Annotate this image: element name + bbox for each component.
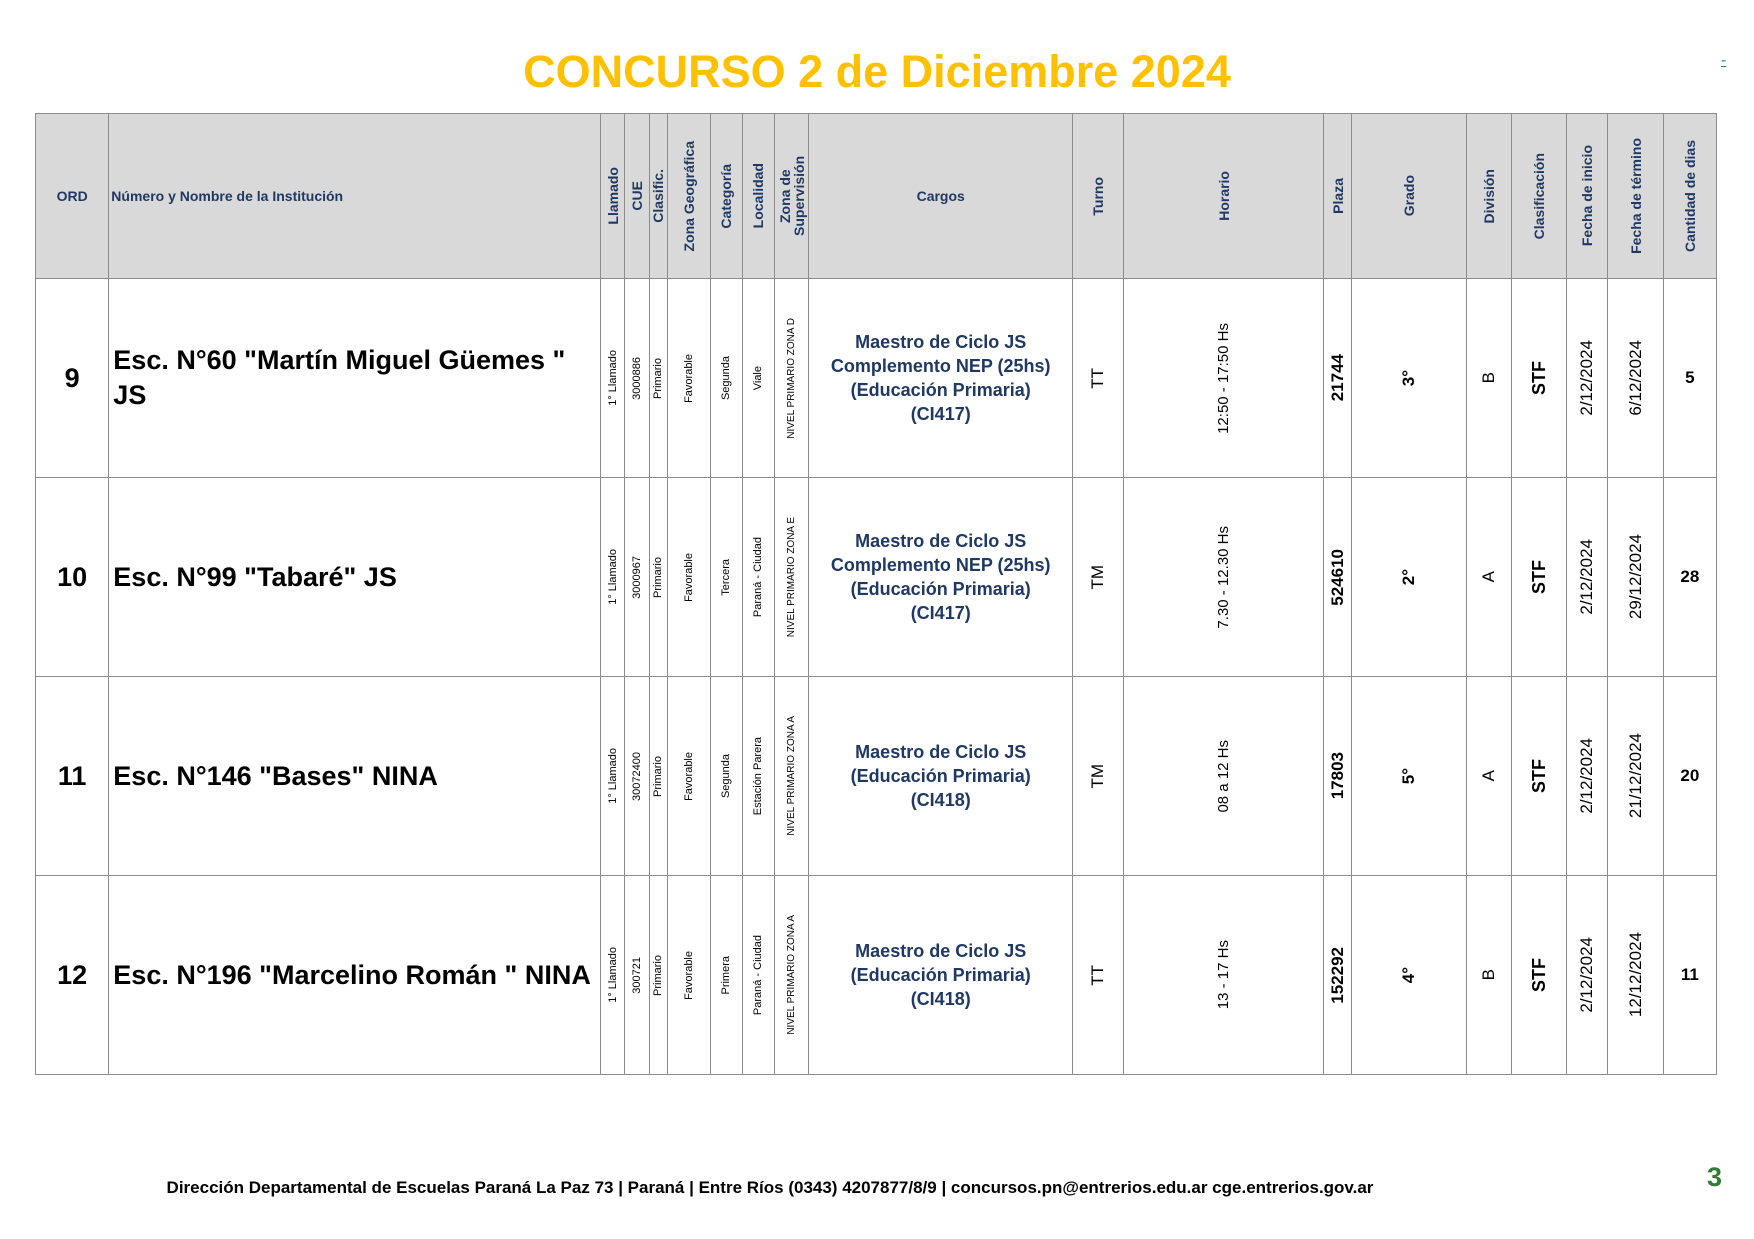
row-clasific: Primario [652, 556, 665, 598]
header-localidad: Localidad [750, 163, 767, 229]
row-division-cell [1466, 478, 1511, 677]
cargos-line: Maestro de Ciclo JS [855, 742, 1027, 762]
row-localidad: Viale [752, 365, 765, 391]
row-grado-cell [1352, 876, 1466, 1075]
header-grado: Grado [1401, 175, 1418, 217]
row-plaza: 21744 [1327, 354, 1347, 402]
row-zona-supervision: NIVEL PRIMARIO ZONA A [786, 915, 798, 1035]
cargos-line: (Educación Primaria) [850, 766, 1031, 786]
header-fecha-inicio: Fecha de inicio [1579, 145, 1596, 247]
row-cue-cell [625, 677, 649, 876]
row-plaza: 152292 [1327, 946, 1347, 1004]
row-categoria-cell [710, 478, 742, 677]
cargos-line: (CI418) [910, 989, 971, 1009]
row-turno-cell [1073, 478, 1124, 677]
row-division: A [1478, 770, 1498, 782]
row-institucion: Esc. N°60 "Martín Miguel Güemes " JS [109, 279, 601, 478]
row-localidad-cell [742, 677, 774, 876]
row-cue: 30072400 [630, 751, 643, 801]
row-grado-cell [1352, 279, 1466, 478]
row-plaza-cell [1324, 876, 1352, 1075]
row-zona-geografica: Favorable [682, 353, 695, 403]
header-cargos: Cargos [809, 114, 1073, 279]
row-llamado: 1° Llamado [606, 947, 619, 1003]
row-grado: 2° [1399, 568, 1419, 586]
row-clasificacion-cell [1512, 677, 1567, 876]
row-institucion: Esc. N°146 "Bases" NINA [109, 677, 601, 876]
row-localidad: Paraná - Ciudad [752, 934, 765, 1016]
cargos-line: (CI418) [910, 790, 971, 810]
row-horario: 08 a 12 Hs [1215, 739, 1233, 813]
header-cantidad-dias-cell [1663, 114, 1716, 279]
row-fecha-termino-cell [1608, 677, 1663, 876]
row-llamado: 1° Llamado [606, 748, 619, 804]
header-ord: ORD [36, 114, 109, 279]
row-llamado-cell [601, 677, 625, 876]
row-plaza-cell [1324, 478, 1352, 677]
row-localidad-cell [742, 279, 774, 478]
cargos-line: Complemento NEP (25hs) [830, 356, 1051, 376]
row-cantidad-dias: 20 [1663, 677, 1716, 876]
row-clasificacion: STF [1528, 560, 1549, 594]
cargos-line: (CI417) [910, 404, 971, 424]
row-horario-cell [1124, 677, 1324, 876]
row-division-cell [1466, 876, 1511, 1075]
row-zona-supervision-cell [775, 876, 809, 1075]
row-turno-cell [1073, 876, 1124, 1075]
row-zona-geografica-cell [667, 876, 710, 1075]
row-clasific: Primario [652, 954, 665, 996]
row-division-cell [1466, 279, 1511, 478]
row-horario-cell [1124, 876, 1324, 1075]
row-turno: TM [1088, 763, 1108, 789]
row-fecha-inicio: 2/12/2024 [1577, 340, 1597, 416]
row-ord: 10 [36, 478, 109, 677]
row-fecha-termino: 12/12/2024 [1625, 932, 1645, 1018]
row-fecha-inicio-cell [1567, 279, 1608, 478]
row-clasificacion-cell [1512, 876, 1567, 1075]
cargos-line: (Educación Primaria) [850, 380, 1031, 400]
table-row [36, 279, 1717, 478]
row-localidad: Estación Parera [752, 736, 765, 816]
row-grado-cell [1352, 677, 1466, 876]
row-zona-geografica: Favorable [682, 950, 695, 1000]
header-horario: Horario [1215, 171, 1232, 221]
page-number: 3 [1707, 1162, 1723, 1192]
row-ord: 12 [36, 876, 109, 1075]
header-categoria: Categoría [718, 163, 735, 229]
row-ord: 11 [36, 677, 109, 876]
cargos-line: (Educación Primaria) [850, 965, 1031, 985]
row-clasificacion-cell [1512, 478, 1567, 677]
row-fecha-termino-cell [1608, 876, 1663, 1075]
header-division-cell [1466, 114, 1511, 279]
row-cargos [809, 876, 1073, 1075]
row-institucion: Esc. N°196 "Marcelino Román " NINA [109, 876, 601, 1075]
row-cue: 3000967 [630, 555, 643, 599]
row-fecha-termino: 29/12/2024 [1625, 534, 1645, 620]
row-fecha-inicio-cell [1567, 478, 1608, 677]
row-cue-cell [625, 876, 649, 1075]
row-cue: 300721 [630, 956, 643, 994]
row-zona-supervision: NIVEL PRIMARIO ZONA E [786, 516, 798, 638]
row-turno: TM [1088, 564, 1108, 590]
row-llamado: 1° Llamado [606, 549, 619, 605]
header-cue-cell [625, 114, 649, 279]
row-localidad: Paraná - Ciudad [752, 536, 765, 618]
header-clasific: Clasific. [650, 169, 667, 223]
cargos-line: Maestro de Ciclo JS [855, 332, 1027, 352]
row-localidad-cell [742, 876, 774, 1075]
row-plaza-cell [1324, 677, 1352, 876]
row-fecha-inicio-cell [1567, 876, 1608, 1075]
row-fecha-termino-cell [1608, 478, 1663, 677]
header-localidad-cell [742, 114, 774, 279]
row-zona-supervision-cell [775, 677, 809, 876]
cargos-line: (Educación Primaria) [850, 579, 1031, 599]
header-categoria-cell [710, 114, 742, 279]
row-plaza: 524610 [1327, 548, 1347, 606]
page-footer: Dirección Departamental de Escuelas Paraná La Paz 73 | Paraná | Entre Ríos (0343) 4207877/8/9 | concursos.pn@entrerios.edu.ar cge.entrerios.gov.ar [166, 1178, 1374, 1197]
row-grado: 3° [1399, 369, 1419, 387]
row-institucion: Esc. N°99 "Tabaré" JS [109, 478, 601, 677]
header-turno-cell [1073, 114, 1124, 279]
corner-link-mark[interactable]: - [1721, 52, 1727, 69]
row-horario: 7.30 - 12.30 Hs [1215, 525, 1233, 629]
row-clasific: Primario [652, 357, 665, 399]
row-zona-supervision: NIVEL PRIMARIO ZONA A [786, 716, 798, 836]
table-row [36, 677, 1717, 876]
row-turno: TT [1088, 367, 1108, 389]
row-ord: 9 [36, 279, 109, 478]
row-zona-geografica: Favorable [682, 552, 695, 602]
header-zona-supervision: Zona de Supervisión [776, 155, 807, 237]
row-cantidad-dias: 11 [1663, 876, 1716, 1075]
row-fecha-inicio: 2/12/2024 [1577, 539, 1597, 615]
row-categoria: Primera [720, 955, 733, 995]
row-turno-cell [1073, 677, 1124, 876]
header-clasific-cell [649, 114, 667, 279]
row-categoria-cell [710, 876, 742, 1075]
cargos-line: Complemento NEP (25hs) [830, 555, 1051, 575]
cargos-line: Maestro de Ciclo JS [855, 531, 1027, 551]
row-clasificacion: STF [1528, 958, 1549, 992]
row-horario: 13 - 17 Hs [1215, 940, 1233, 1010]
row-cargos [809, 677, 1073, 876]
row-fecha-inicio: 2/12/2024 [1577, 738, 1597, 814]
header-cantidad-dias: Cantidad de dias [1681, 139, 1698, 253]
header-grado-cell [1352, 114, 1466, 279]
row-cue-cell [625, 279, 649, 478]
header-turno: Turno [1090, 176, 1107, 216]
table-row [36, 876, 1717, 1075]
row-categoria-cell [710, 279, 742, 478]
header-division: División [1480, 168, 1497, 224]
header-fecha-termino: Fecha de término [1627, 138, 1644, 254]
table-header-row [36, 114, 1717, 279]
row-cantidad-dias: 5 [1663, 279, 1716, 478]
page-title: CONCURSO 2 de Diciembre 2024 [523, 46, 1231, 97]
row-zona-geografica-cell [667, 279, 710, 478]
row-horario: 12:50 - 17:50 Hs [1215, 322, 1233, 434]
row-plaza-cell [1324, 279, 1352, 478]
cargos-line: (CI417) [910, 603, 971, 623]
row-grado: 4° [1399, 966, 1419, 984]
cargos-line: Maestro de Ciclo JS [855, 941, 1027, 961]
header-zona-geografica-cell [667, 114, 710, 279]
row-cargos [809, 478, 1073, 677]
row-clasific-cell [649, 478, 667, 677]
row-fecha-termino: 6/12/2024 [1625, 340, 1645, 416]
row-cue-cell [625, 478, 649, 677]
row-clasificacion-cell [1512, 279, 1567, 478]
header-fecha-termino-cell [1608, 114, 1663, 279]
row-fecha-termino-cell [1608, 279, 1663, 478]
header-zona-supervision-cell [775, 114, 809, 279]
row-zona-geografica: Favorable [682, 751, 695, 801]
row-localidad-cell [742, 478, 774, 677]
row-clasificacion: STF [1528, 759, 1549, 793]
row-zona-geografica-cell [667, 677, 710, 876]
row-llamado-cell [601, 279, 625, 478]
header-fecha-inicio-cell [1567, 114, 1608, 279]
row-turno-cell [1073, 279, 1124, 478]
row-division-cell [1466, 677, 1511, 876]
header-cue: CUE [628, 181, 645, 211]
concurso-table [35, 113, 1717, 1075]
row-grado: 5° [1399, 767, 1419, 785]
header-clasificacion: Clasificación [1531, 152, 1548, 240]
row-clasific-cell [649, 279, 667, 478]
row-zona-supervision-cell [775, 478, 809, 677]
row-plaza: 17803 [1327, 752, 1347, 800]
table-row [36, 478, 1717, 677]
row-categoria-cell [710, 677, 742, 876]
row-llamado-cell [601, 876, 625, 1075]
row-grado-cell [1352, 478, 1466, 677]
row-clasific-cell [649, 876, 667, 1075]
row-clasificacion: STF [1528, 361, 1549, 395]
header-institucion: Número y Nombre de la Institución [109, 114, 601, 279]
header-llamado: Llamado [604, 167, 621, 225]
row-fecha-inicio: 2/12/2024 [1577, 937, 1597, 1013]
row-clasific: Primario [652, 755, 665, 797]
row-horario-cell [1124, 478, 1324, 677]
row-cue: 3000886 [630, 356, 643, 400]
header-plaza-cell [1324, 114, 1352, 279]
header-zona-geografica: Zona Geográfica [680, 140, 697, 252]
row-zona-geografica-cell [667, 478, 710, 677]
row-cargos [809, 279, 1073, 478]
header-llamado-cell [601, 114, 625, 279]
row-llamado-cell [601, 478, 625, 677]
row-cantidad-dias: 28 [1663, 478, 1716, 677]
row-clasific-cell [649, 677, 667, 876]
header-horario-cell [1124, 114, 1324, 279]
header-plaza: Plaza [1329, 178, 1346, 214]
row-division: A [1478, 571, 1498, 583]
row-categoria: Segunda [720, 753, 733, 799]
row-categoria: Segunda [720, 355, 733, 401]
header-clasificacion-cell [1512, 114, 1567, 279]
row-zona-supervision-cell [775, 279, 809, 478]
row-llamado: 1° Llamado [606, 350, 619, 406]
row-horario-cell [1124, 279, 1324, 478]
row-fecha-termino: 21/12/2024 [1625, 733, 1645, 819]
row-division: B [1478, 372, 1498, 384]
row-turno: TT [1088, 964, 1108, 986]
row-fecha-inicio-cell [1567, 677, 1608, 876]
row-zona-supervision: NIVEL PRIMARIO ZONA D [786, 317, 798, 439]
row-categoria: Tercera [720, 558, 733, 596]
row-division: B [1478, 969, 1498, 981]
